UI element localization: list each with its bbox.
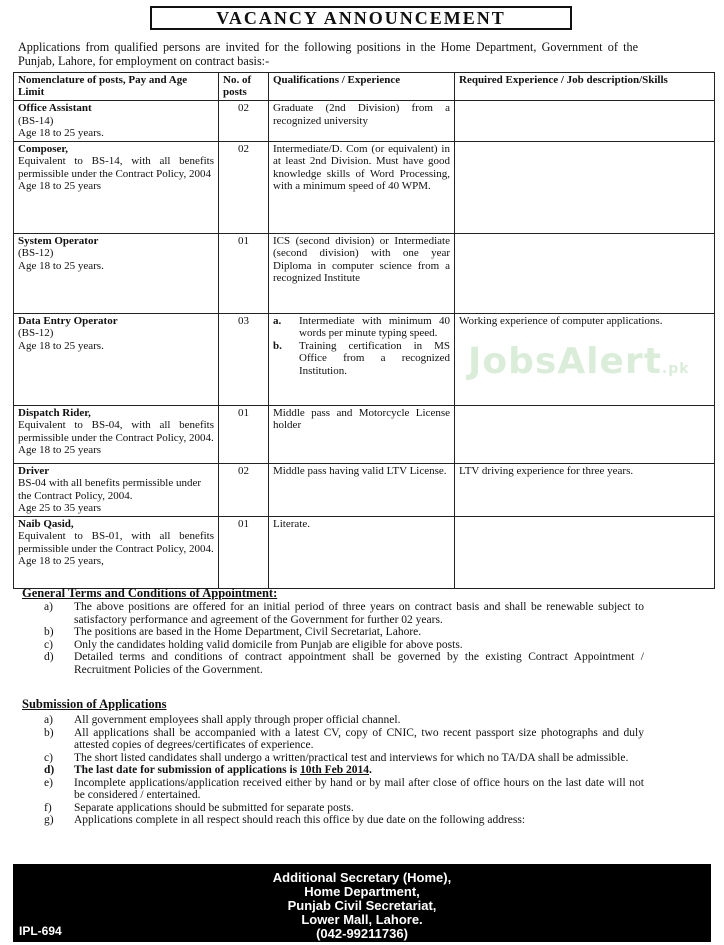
list-item bbox=[44, 777, 644, 802]
item-label: a. bbox=[273, 314, 282, 327]
list-item bbox=[44, 651, 644, 676]
list-item bbox=[273, 340, 450, 378]
experience-cell bbox=[455, 101, 715, 142]
posts-count: 03 bbox=[219, 313, 269, 405]
post-age: Age 18 to 25 years. bbox=[18, 127, 104, 139]
item-text: Only the candidates holding valid domicile from Punjab are eligible for above posts. bbox=[74, 638, 463, 651]
item-label: a) bbox=[44, 601, 53, 613]
post-age: Age 18 to 25 years bbox=[18, 180, 102, 192]
qualification-cell: Intermediate/D. Com (or equivalent) in at least 2nd Division. Must have good knowledge skills of Word Processing, with a minimum speed of 40 WPM. bbox=[269, 141, 455, 233]
item-text: All applications shall be accompanied with a latest CV, copy of CNIC, two recent passport size photographs and duly attested copies of degrees/certificates of experience. bbox=[74, 726, 644, 751]
list-item bbox=[44, 639, 644, 652]
post-name: Data Entry Operator bbox=[18, 314, 118, 327]
qualification-cell bbox=[269, 313, 455, 405]
posts-count: 02 bbox=[219, 463, 269, 516]
list-item bbox=[44, 802, 644, 815]
intro-paragraph: Applications from qualified persons are invited for the following positions in the Home Department, Government of the Punjab, Lahore, for employment on contract basis:- bbox=[18, 40, 638, 68]
post-age: Age 18 to 25 years, bbox=[18, 555, 104, 567]
item-text: Training certification in MS Office from a recognized Institution. bbox=[299, 339, 450, 377]
post-name: Dispatch Rider, bbox=[18, 406, 91, 419]
item-text: The above positions are offered for an initial period of three years on contract basis and shall be renewable subject to satisfactory performance and agreement of the Government for further 02 years. bbox=[74, 601, 644, 626]
watermark-logo bbox=[468, 340, 690, 383]
post-name: Composer, bbox=[18, 142, 69, 155]
table-row bbox=[14, 101, 715, 142]
item-text: Separate applications should be submitted for separate posts. bbox=[74, 801, 354, 814]
post-cell bbox=[14, 405, 219, 463]
item-label: e) bbox=[44, 776, 53, 789]
table-row bbox=[14, 405, 715, 463]
address-line: Additional Secretary (Home), bbox=[272, 870, 452, 885]
address-footer bbox=[13, 864, 711, 942]
item-text: All government employees shall apply through proper official channel. bbox=[74, 714, 401, 726]
experience-cell bbox=[455, 516, 715, 588]
post-cell bbox=[14, 141, 219, 233]
terms-list bbox=[44, 601, 644, 676]
item-text: The last date for submission of applications is bbox=[74, 764, 298, 776]
posts-count: 02 bbox=[219, 101, 269, 142]
watermark-suffix: .pk bbox=[661, 361, 690, 377]
list-item bbox=[273, 315, 450, 340]
address-line: Lower Mall, Lahore. bbox=[301, 912, 423, 927]
list-item bbox=[44, 714, 644, 727]
posts-count: 01 bbox=[219, 233, 269, 313]
list-item bbox=[44, 601, 644, 626]
item-text: Detailed terms and conditions of contract appointment shall be governed by the existing Contract Appointment / Recruitment Policies of the Government. bbox=[74, 651, 644, 676]
header-qualifications: Qualifications / Experience bbox=[269, 73, 455, 101]
header-post: Nomenclature of posts, Pay and Age Limit bbox=[14, 73, 219, 101]
item-text: The positions are based in the Home Department, Civil Secretariat, Lahore. bbox=[74, 626, 422, 638]
post-pay: (BS-14) bbox=[18, 114, 54, 127]
item-text-end: . bbox=[369, 764, 372, 776]
post-name: Naib Qasid, bbox=[18, 517, 74, 530]
qualification-cell: ICS (second division) or Intermediate (second division) with one year Diploma in computer science from a recognized Institute bbox=[269, 233, 455, 313]
item-label: b. bbox=[273, 339, 282, 352]
watermark-text: JobsAlert bbox=[468, 341, 662, 382]
post-name: System Operator bbox=[18, 234, 99, 247]
list-item bbox=[44, 626, 644, 639]
post-cell bbox=[14, 101, 219, 142]
list-item bbox=[44, 814, 644, 827]
posts-count: 02 bbox=[219, 141, 269, 233]
posts-count: 01 bbox=[219, 516, 269, 588]
item-label: f) bbox=[44, 801, 52, 814]
post-pay: Equivalent to BS-01, with all benefits permissible under the Contract Policy, 2004. bbox=[18, 530, 214, 555]
item-text: The short listed candidates shall undergo a written/practical test and interviews for which no TA/DA shall be admissible. bbox=[74, 751, 629, 764]
post-pay: Equivalent to BS-04, with all benefits permissible under the Contract Policy, 2004. bbox=[18, 419, 214, 444]
ipl-code: IPL-694 bbox=[19, 924, 62, 938]
header-no-of-posts: No. of posts bbox=[219, 73, 269, 101]
qualification-cell: Middle pass having valid LTV License. bbox=[269, 463, 455, 516]
experience-cell: LTV driving experience for three years. bbox=[455, 463, 715, 516]
last-date-value: 10th Feb 2014 bbox=[300, 764, 369, 776]
address-phone: (042-99211736) bbox=[316, 926, 408, 941]
post-age: Age 18 to 25 years. bbox=[18, 259, 104, 272]
last-date-text bbox=[74, 764, 644, 777]
list-item bbox=[44, 727, 644, 752]
post-cell bbox=[14, 463, 219, 516]
table-row bbox=[14, 463, 715, 516]
posts-table bbox=[13, 72, 715, 589]
item-label: g) bbox=[44, 814, 54, 826]
experience-cell: Working experience of computer applications. bbox=[455, 313, 715, 405]
qualification-list bbox=[273, 315, 450, 378]
submission-list bbox=[44, 714, 644, 827]
post-pay: (BS-12) bbox=[18, 327, 54, 339]
table-row bbox=[14, 516, 715, 588]
item-text: Intermediate with minimum 40 words per minute typing speed. bbox=[299, 314, 450, 339]
post-age: Age 18 to 25 years bbox=[18, 444, 102, 456]
item-text: Applications complete in all respect should reach this office by due date on the following address: bbox=[74, 814, 526, 826]
post-pay: Equivalent to BS-14, with all benefits permissible under the Contract Policy, 2004 bbox=[18, 155, 214, 180]
submission-heading: Submission of Applications bbox=[22, 697, 167, 711]
item-label: c) bbox=[44, 751, 53, 764]
header-experience: Required Experience / Job description/Skills bbox=[455, 73, 715, 101]
list-item bbox=[44, 752, 644, 765]
item-label: c) bbox=[44, 638, 53, 651]
table-row bbox=[14, 141, 715, 233]
terms-heading: General Terms and Conditions of Appointment: bbox=[22, 586, 278, 600]
announcement-title: VACANCY ANNOUNCEMENT bbox=[216, 8, 506, 28]
address-line: Punjab Civil Secretariat, bbox=[287, 898, 437, 913]
experience-cell bbox=[455, 405, 715, 463]
post-cell bbox=[14, 233, 219, 313]
qualification-cell: Graduate (2nd Division) from a recognized university bbox=[269, 101, 455, 142]
office-address bbox=[13, 871, 711, 941]
address-line: Home Department, bbox=[304, 884, 420, 899]
post-pay: (BS-12) bbox=[18, 247, 54, 259]
post-age: Age 18 to 25 years. bbox=[18, 339, 104, 352]
item-label: b) bbox=[44, 726, 54, 739]
experience-cell bbox=[455, 233, 715, 313]
item-label: d) bbox=[44, 651, 54, 663]
table-row bbox=[14, 233, 715, 313]
qualification-cell: Middle pass and Motorcycle License holder bbox=[269, 405, 455, 463]
post-cell bbox=[14, 313, 219, 405]
item-text: Incomplete applications/application received either by hand or by mail after close of office hours on the last date will not be considered / entertained. bbox=[74, 776, 644, 801]
experience-cell bbox=[455, 141, 715, 233]
posts-count: 01 bbox=[219, 405, 269, 463]
item-label: a) bbox=[44, 714, 53, 726]
post-age: Age 25 to 35 years bbox=[18, 502, 102, 514]
post-pay: BS-04 with all benefits permissible under the Contract Policy, 2004. bbox=[18, 477, 201, 502]
item-label: d) bbox=[44, 764, 55, 776]
qualification-cell: Literate. bbox=[269, 516, 455, 588]
table-header-row bbox=[14, 73, 715, 101]
post-name: Driver bbox=[18, 464, 50, 477]
item-label: b) bbox=[44, 626, 54, 638]
post-name: Office Assistant bbox=[18, 102, 92, 114]
list-item bbox=[44, 764, 644, 777]
post-cell bbox=[14, 516, 219, 588]
announcement-title-box bbox=[150, 6, 572, 30]
